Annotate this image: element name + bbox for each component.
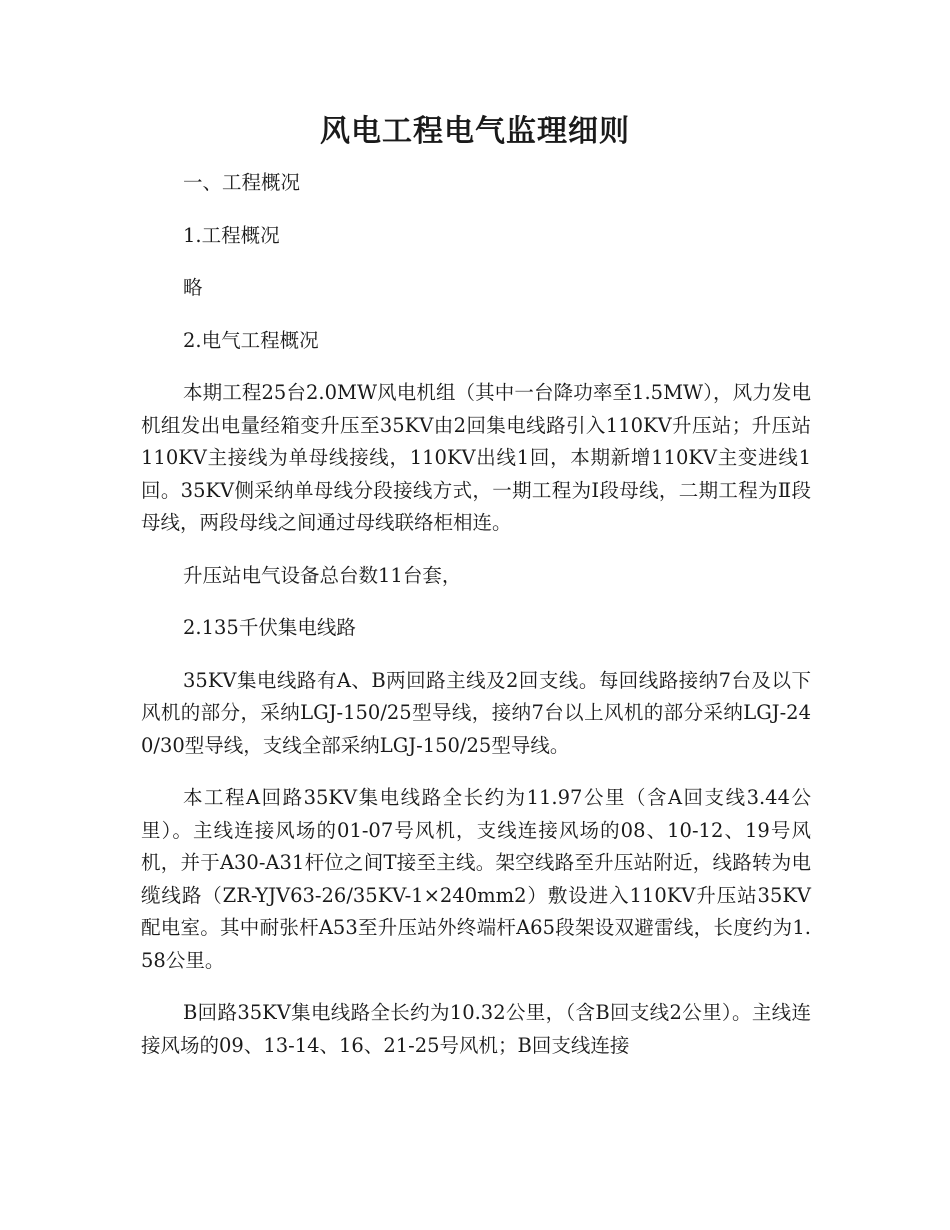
- subsection-heading: 1.工程概况: [183, 223, 280, 247]
- paragraph: 35KV集电线路有A、B两回路主线及2回支线。每回线路接纳7台及以下风机的部分，采纳LGJ-150/25型导线，接纳7台以上风机的部分采纳LGJ-240/30型导线，支线全部采纳LGJ-150/25型导线。: [141, 668, 811, 757]
- paragraph: 本期工程25台2.0MW风电机组（其中一台降功率至1.5MW），风力发电机组发出电量经箱变升压至35KV由2回集电线路引入110KV升压站；升压站110KV主接线为单母线接线，110KV出线1回，本期新增110KV主变进线1回。35KV侧采纳单母线分段接线方式，一期工程为Ⅰ段母线，二期工程为Ⅱ段母线，两段母线之间通过母线联络柜相连。: [141, 381, 811, 534]
- paragraph: 略: [183, 276, 203, 299]
- subsection-heading: 2.135千伏集电线路: [183, 616, 356, 639]
- section-heading: 一、工程概况: [183, 171, 301, 194]
- subsection-heading: 2.电气工程概况: [183, 328, 319, 352]
- document-body: [141, 167, 811, 1082]
- paragraph: 升压站电气设备总台数11台套，: [183, 563, 462, 587]
- paragraph: 本工程A回路35KV集电线路全长约为11.97公里（含A回支线3.44公里）。主线连接风场的01-07号风机，支线连接风场的08、10-12、19号风机，并于A30-A31杆位之间T接至主线。架空线路至升压站附近，线路转为电缆线路（ZR-YJV63-26/35KV-1×240mm2）敷设进入110KV升压站35KV配电室。其中耐张杆A53至升压站外终端杆A65段架设双避雷线，长度约为1.58公里。: [141, 786, 811, 972]
- document-title: 风电工程电气监理细则: [320, 114, 630, 149]
- paragraph: B回路35KV集电线路全长约为10.32公里，（含B回支线2公里）。主线连接风场的09、13-14、16、21-25号风机；B回支线连接: [141, 1001, 811, 1057]
